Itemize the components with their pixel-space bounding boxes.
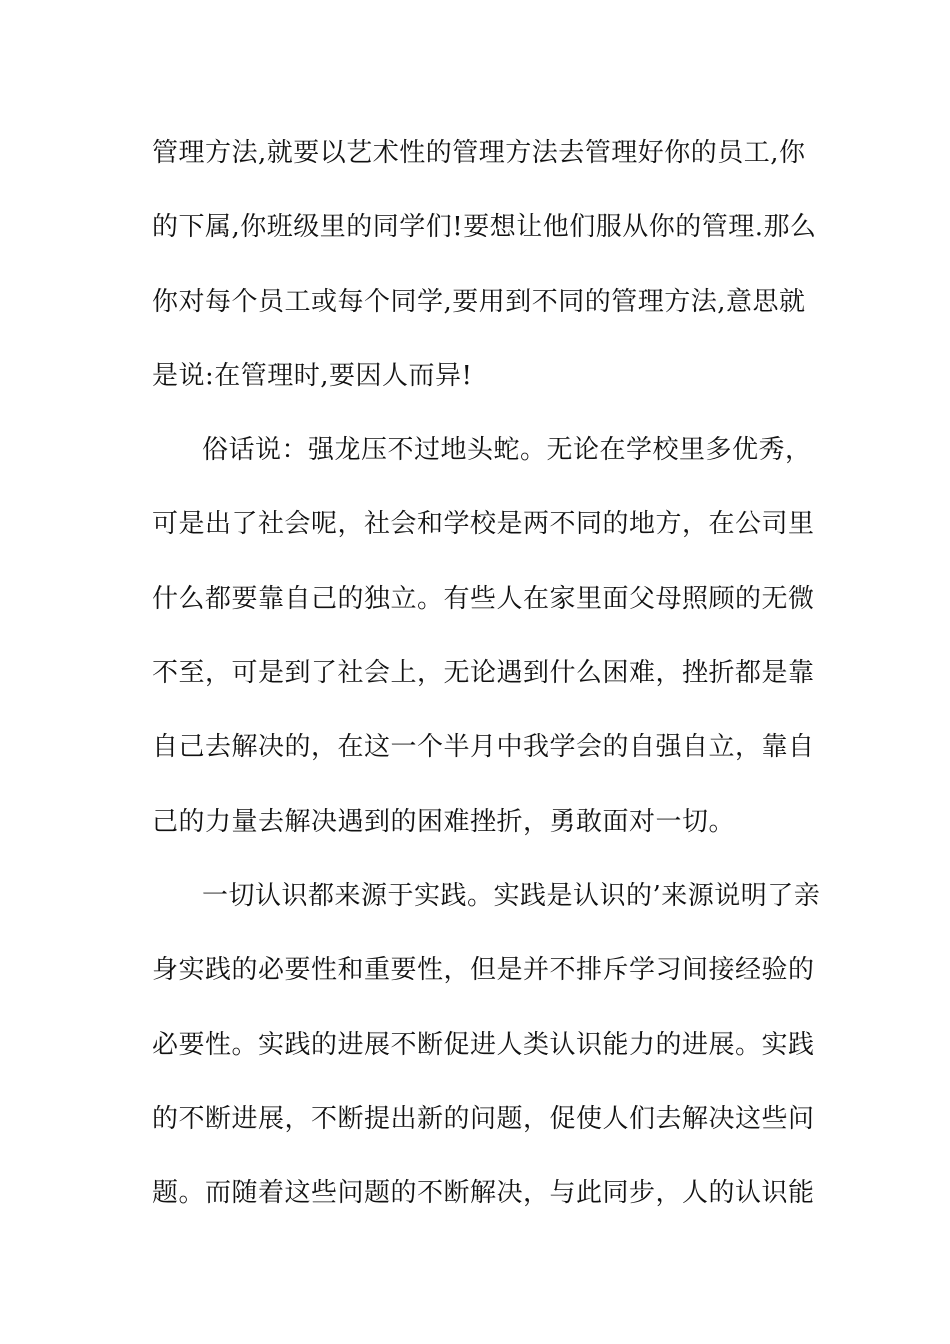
text-line-indented: 俗话说：强龙压不过地头蛇。无论在学校里多优秀，: [202, 435, 812, 466]
text-line: 不至，可是到了社会上，无论遇到什么困难，挫折都是靠: [152, 658, 815, 689]
paragraph-2: [152, 425, 815, 871]
document-body: [152, 128, 821, 1242]
text-line: 是说:在管理时,要因人而异!: [152, 360, 473, 391]
text-line: 什么都要靠自己的独立。有些人在家里面父母照顾的无微: [152, 583, 815, 614]
paragraph-1: [152, 128, 817, 425]
paragraph-3: [152, 871, 821, 1242]
text-line: 必要性。实践的进展不断促进人类认识能力的进展。实践: [152, 1029, 815, 1060]
text-line: 你对每个员工或每个同学,要用到不同的管理方法,意思就: [152, 286, 806, 317]
text-line: 可是出了社会呢，社会和学校是两不同的地方，在公司里: [152, 509, 815, 540]
text-line: 己的力量去解决遇到的困难挫折，勇敢面对一切。: [152, 806, 736, 837]
text-line: 管理方法,就要以艺术性的管理方法去管理好你的员工,你: [152, 138, 806, 168]
text-line-indented: 一切认识都来源于实践。实践是认识的’来源说明了亲: [202, 880, 821, 911]
text-line: 题。而随着这些问题的不断解决，与此同步，人的认识能: [152, 1178, 815, 1209]
text-line: 的不断进展，不断提出新的问题，促使人们去解决这些问: [152, 1103, 815, 1134]
text-line: 自己去解决的，在这一个半月中我学会的自强自立，靠自: [152, 732, 815, 763]
text-line: 身实践的必要性和重要性，但是并不排斥学习间接经验的: [152, 955, 815, 986]
text-line: 的下属,你班级里的同学们!要想让他们服从你的管理.那么: [152, 212, 817, 243]
